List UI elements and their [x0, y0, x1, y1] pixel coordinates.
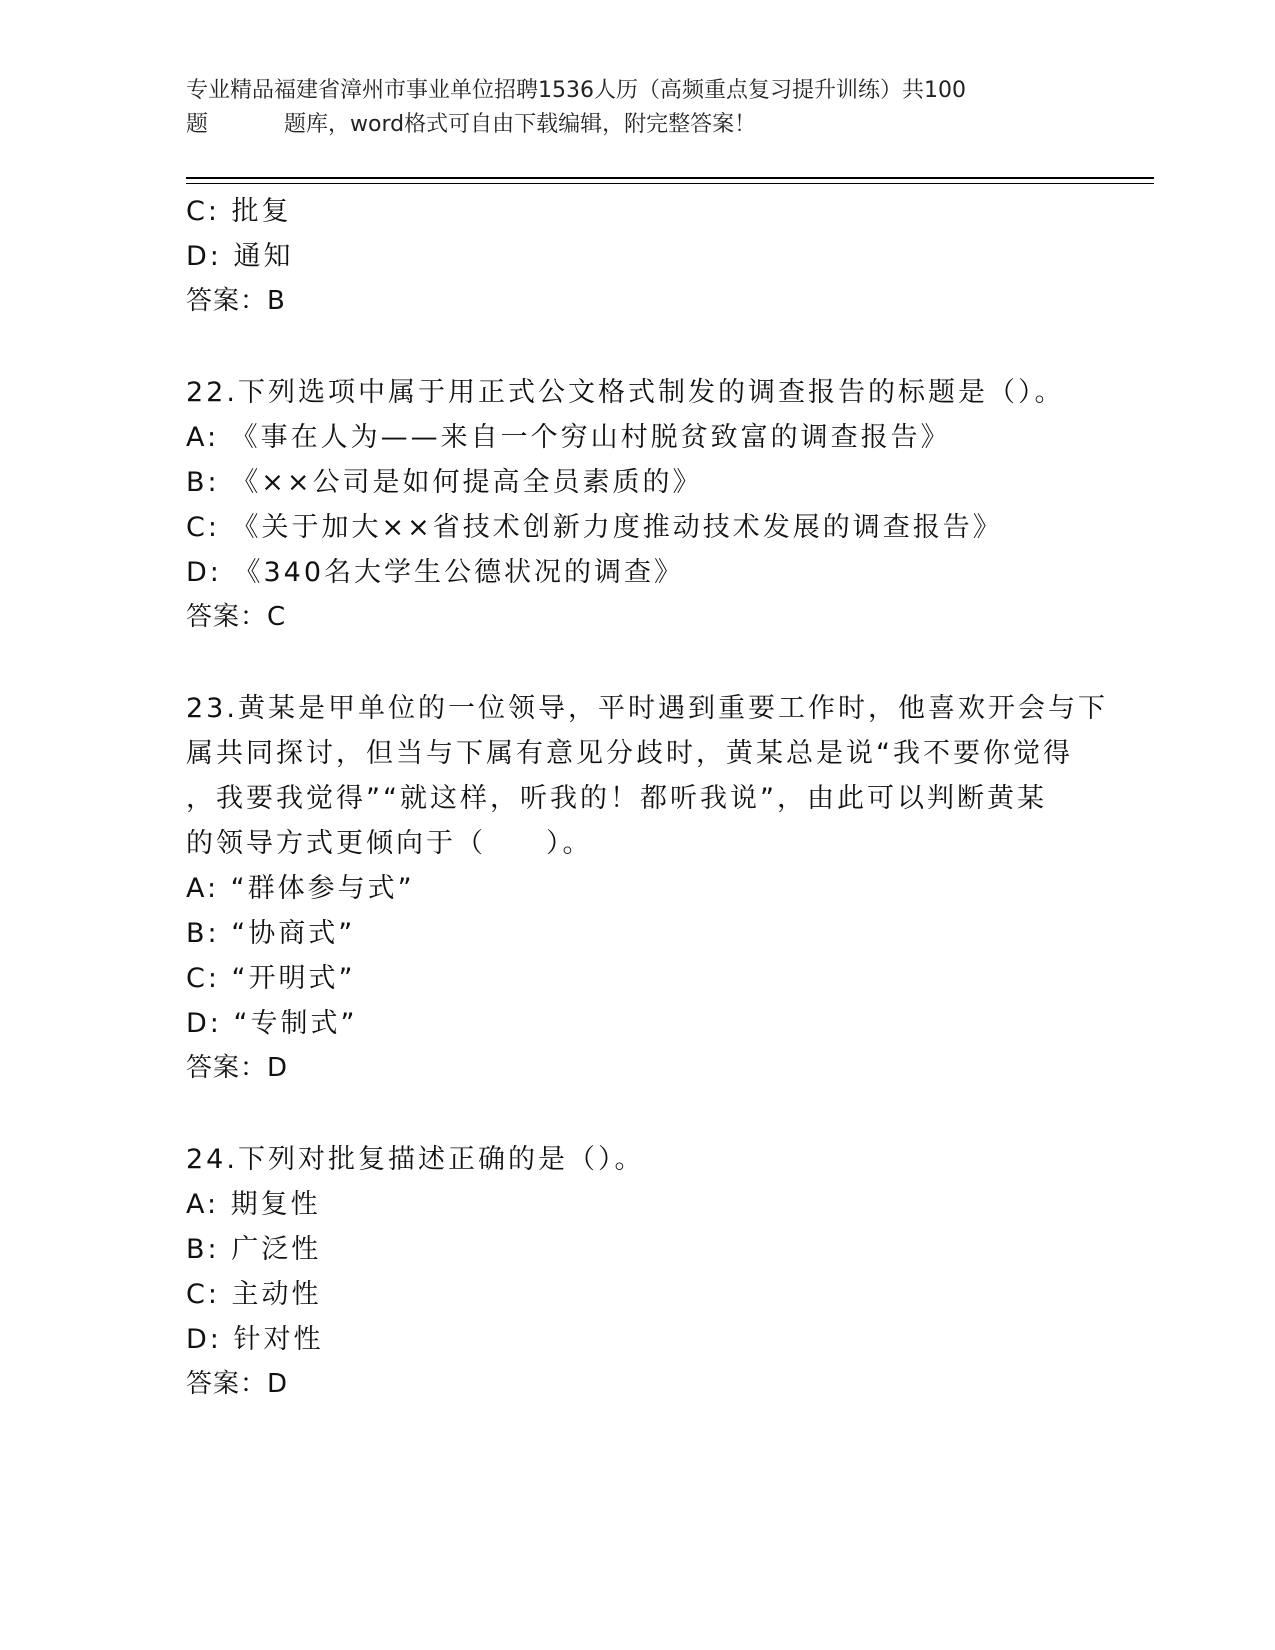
- question-block-23: [186, 686, 1108, 1091]
- header-title-line2: [186, 108, 1066, 142]
- option-a: A: 期复性: [186, 1189, 321, 1220]
- question-text: 22.下列选项中属于用正式公文格式制发的调查报告的标题是（）。: [186, 377, 1065, 408]
- option-d: D: “专制式”: [186, 1008, 358, 1039]
- question-text-line-1: 23.黄某是甲单位的一位领导，平时遇到重要工作时，他喜欢开会与下: [186, 693, 1108, 724]
- option-c: C: “开明式”: [186, 963, 356, 994]
- option-d: D: 通知: [186, 241, 294, 272]
- header-title-line1: 专业精品福建省漳州市事业单位招聘1536人历（高频重点复习提升训练）共100: [186, 78, 966, 103]
- question-block-24: [186, 1137, 1086, 1407]
- option-c: C: 批复: [186, 196, 292, 227]
- question-text-line-4: 的领导方式更倾向于（ ）。: [186, 828, 593, 859]
- answer-line: 答案：C: [186, 602, 287, 632]
- header-rule-thin: [186, 183, 1154, 184]
- answer-line: 答案：D: [186, 1369, 289, 1399]
- option-d: D: 针对性: [186, 1324, 324, 1355]
- answer-line: 答案：B: [186, 286, 286, 316]
- option-d: D: 《340名大学生公德状况的调查》: [186, 557, 685, 588]
- question-list: [186, 189, 1108, 1407]
- header-rule-thick: [186, 177, 1154, 179]
- question-text-line-2: 属共同探讨，但当与下属有意见分歧时，黄某总是说“我不要你觉得: [186, 738, 1073, 769]
- question-text: 24.下列对批复描述正确的是（）。: [186, 1144, 645, 1175]
- question-block-21: [186, 189, 1086, 324]
- document-header: [186, 74, 1066, 142]
- question-block-22: [186, 370, 1086, 640]
- option-b: B: 广泛性: [186, 1234, 322, 1265]
- option-c: C: 主动性: [186, 1279, 322, 1310]
- option-c: C: 《关于加大××省技术创新力度推动技术发展的调查报告》: [186, 512, 1003, 543]
- question-text-line-3: ，我要我觉得”“就这样，听我的！都听我说”，由此可以判断黄某: [186, 783, 1047, 814]
- option-b: B: 《××公司是如何提高全员素质的》: [186, 467, 703, 498]
- header-title-line2-left: 题: [186, 112, 209, 137]
- option-a: A: “群体参与式”: [186, 873, 415, 904]
- option-a: A: 《事在人为——来自一个穷山村脱贫致富的调查报告》: [186, 422, 951, 453]
- header-title-line2-right: 题库，word格式可自由下载编辑，附完整答案！: [284, 112, 757, 137]
- option-b: B: “协商式”: [186, 918, 356, 949]
- answer-line: 答案：D: [186, 1053, 289, 1083]
